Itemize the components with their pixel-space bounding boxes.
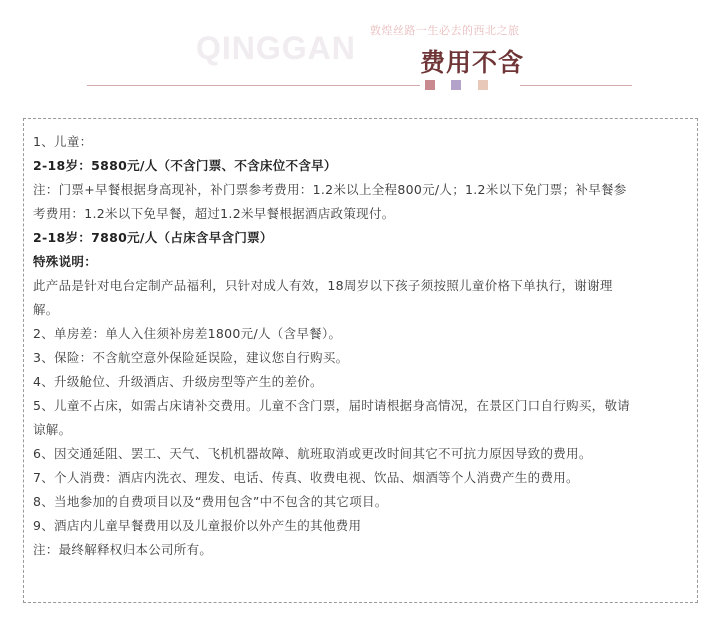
watermark-text: QINGGAN — [196, 30, 356, 66]
content-line: 8、当地参加的自费项目以及“费用包含”中不包含的其它项目。 — [33, 494, 388, 509]
page-title: 费用不含 — [420, 48, 525, 77]
header-subtitle: 敦煌丝路一生必去的西北之旅 — [370, 24, 520, 37]
content-text — [33, 130, 693, 562]
content-line: 注：门票+早餐根据身高现补，补门票参考费用：1.2米以上全程800元/人；1.2米以下免门票；补早餐参 — [33, 182, 627, 197]
accent-square-3 — [478, 80, 488, 90]
content-line: 谅解。 — [33, 422, 72, 437]
content-line: 1、儿童： — [33, 134, 93, 149]
content-line: 考费用：1.2米以下免早餐，超过1.2米早餐根据酒店政策现付。 — [33, 206, 395, 221]
content-line: 2、单房差：单人入住须补房差1800元/人（含早餐）。 — [33, 326, 342, 341]
divider-right — [520, 85, 632, 86]
content-line: 此产品是针对电台定制产品福利，只针对成人有效，18周岁以下孩子须按照儿童价格下单执行，谢谢理 — [33, 278, 613, 293]
accent-square-1 — [425, 80, 435, 90]
accent-square-2 — [451, 80, 461, 90]
content-heading-line: 2-18岁：5880元/人（不含门票、不含床位不含早） — [33, 158, 337, 173]
divider-left — [87, 85, 420, 86]
content-heading-line: 2-18岁：7880元/人（占床含早含门票） — [33, 230, 273, 245]
content-line: 4、升级舱位、升级酒店、升级房型等产生的差价。 — [33, 374, 323, 389]
content-line: 9、酒店内儿童早餐费用以及儿童报价以外产生的其他费用 — [33, 518, 362, 533]
content-line: 注：最终解释权归本公司所有。 — [33, 542, 213, 557]
content-line: 6、因交通延阻、罢工、天气、飞机机器故障、航班取消或更改时间其它不可抗力原因导致的费用。 — [33, 446, 592, 461]
section-header — [0, 0, 720, 100]
content-line: 解。 — [33, 302, 59, 317]
content-heading-line: 特殊说明： — [33, 254, 98, 269]
content-line: 7、个人消费：酒店内洗衣、理发、电话、传真、收费电视、饮品、烟酒等个人消费产生的费用。 — [33, 470, 579, 485]
content-line: 5、儿童不占床，如需占床请补交费用。儿童不含门票，届时请根据身高情况，在景区门口自行购买，敬请 — [33, 398, 631, 413]
content-line: 3、保险：不含航空意外保险延误险，建议您自行购买。 — [33, 350, 349, 365]
